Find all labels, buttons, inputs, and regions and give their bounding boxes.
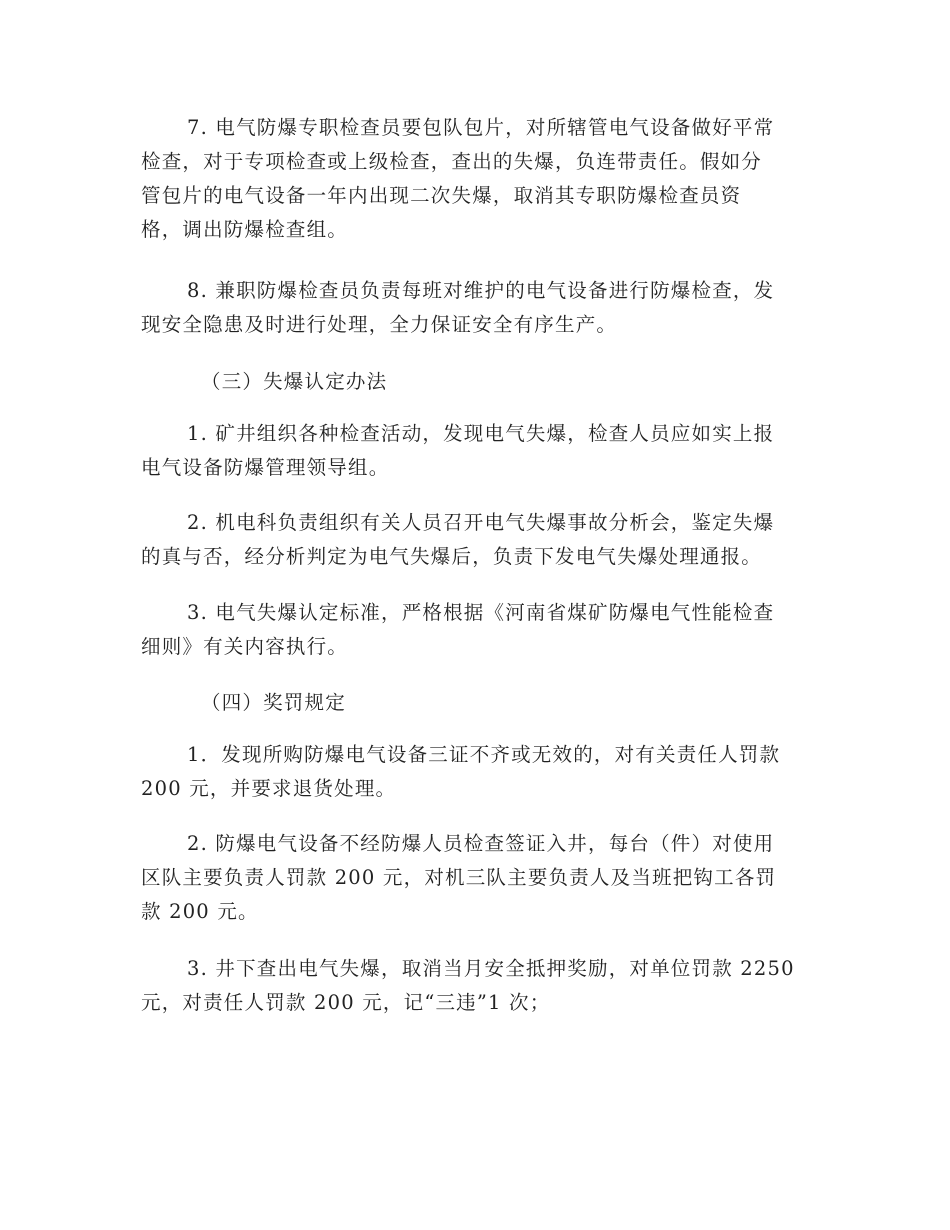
text-line: 检查，对于专项检查或上级检查，查出的失爆，负连带责任。假如分 xyxy=(141,150,763,173)
paragraph-s4-item-1 xyxy=(141,738,816,806)
paragraph-s4-item-3 xyxy=(141,952,816,1020)
text-line: 现安全隐患及时进行处理，全力保证安全有序生产。 xyxy=(141,313,618,336)
section-heading-3 xyxy=(141,365,816,399)
section-heading-4 xyxy=(141,686,816,720)
text-line: 电气设备防爆管理领导组。 xyxy=(141,456,390,479)
paragraph-s3-item-2 xyxy=(141,506,816,574)
text-line: 200 元，并要求退货处理。 xyxy=(141,777,397,800)
text-line: 7. 电气防爆专职检查员要包队包片，对所辖管电气设备做好平常 xyxy=(187,116,775,139)
text-line: 款 200 元。 xyxy=(141,900,259,923)
text-line: 细则》有关内容执行。 xyxy=(141,635,349,658)
text-line: 管包片的电气设备一年内出现二次失爆，取消其专职防爆检查员资 xyxy=(141,184,742,207)
paragraph-s3-item-3 xyxy=(141,596,816,664)
paragraph-item-8 xyxy=(141,274,816,342)
text-line: 格，调出防爆检查组。 xyxy=(141,218,349,241)
text-line: 8. 兼职防爆检查员负责每班对维护的电气设备进行防爆检查，发 xyxy=(187,279,775,302)
section-title: （四）奖罚规定 xyxy=(201,691,346,714)
section-title: （三）失爆认定办法 xyxy=(201,370,388,393)
text-line: 2. 防爆电气设备不经防爆人员检查签证入井，每台（件）对使用 xyxy=(187,832,775,855)
text-line: 3. 电气失爆认定标准，严格根据《河南省煤矿防爆电气性能检查 xyxy=(187,601,775,624)
text-line: 元，对责任人罚款 200 元，记“三违”1 次； xyxy=(141,991,551,1014)
text-line: 1．发现所购防爆电气设备三证不齐或无效的，对有关责任人罚款 xyxy=(187,743,781,766)
text-line: 2. 机电科负责组织有关人员召开电气失爆事故分析会，鉴定失爆 xyxy=(187,511,775,534)
paragraph-s3-item-1 xyxy=(141,417,816,485)
text-line: 3. 井下查出电气失爆，取消当月安全抵押奖励，对单位罚款 2250 xyxy=(187,957,795,980)
text-line: 的真与否，经分析判定为电气失爆后，负责下发电气失爆处理通报。 xyxy=(141,545,763,568)
paragraph-s4-item-2 xyxy=(141,827,816,929)
text-line: 区队主要负责人罚款 200 元，对机三队主要负责人及当班把钩工各罚 xyxy=(141,866,777,889)
text-line: 1. 矿井组织各种检查活动，发现电气失爆，检查人员应如实上报 xyxy=(187,422,775,445)
paragraph-item-7 xyxy=(141,111,816,247)
